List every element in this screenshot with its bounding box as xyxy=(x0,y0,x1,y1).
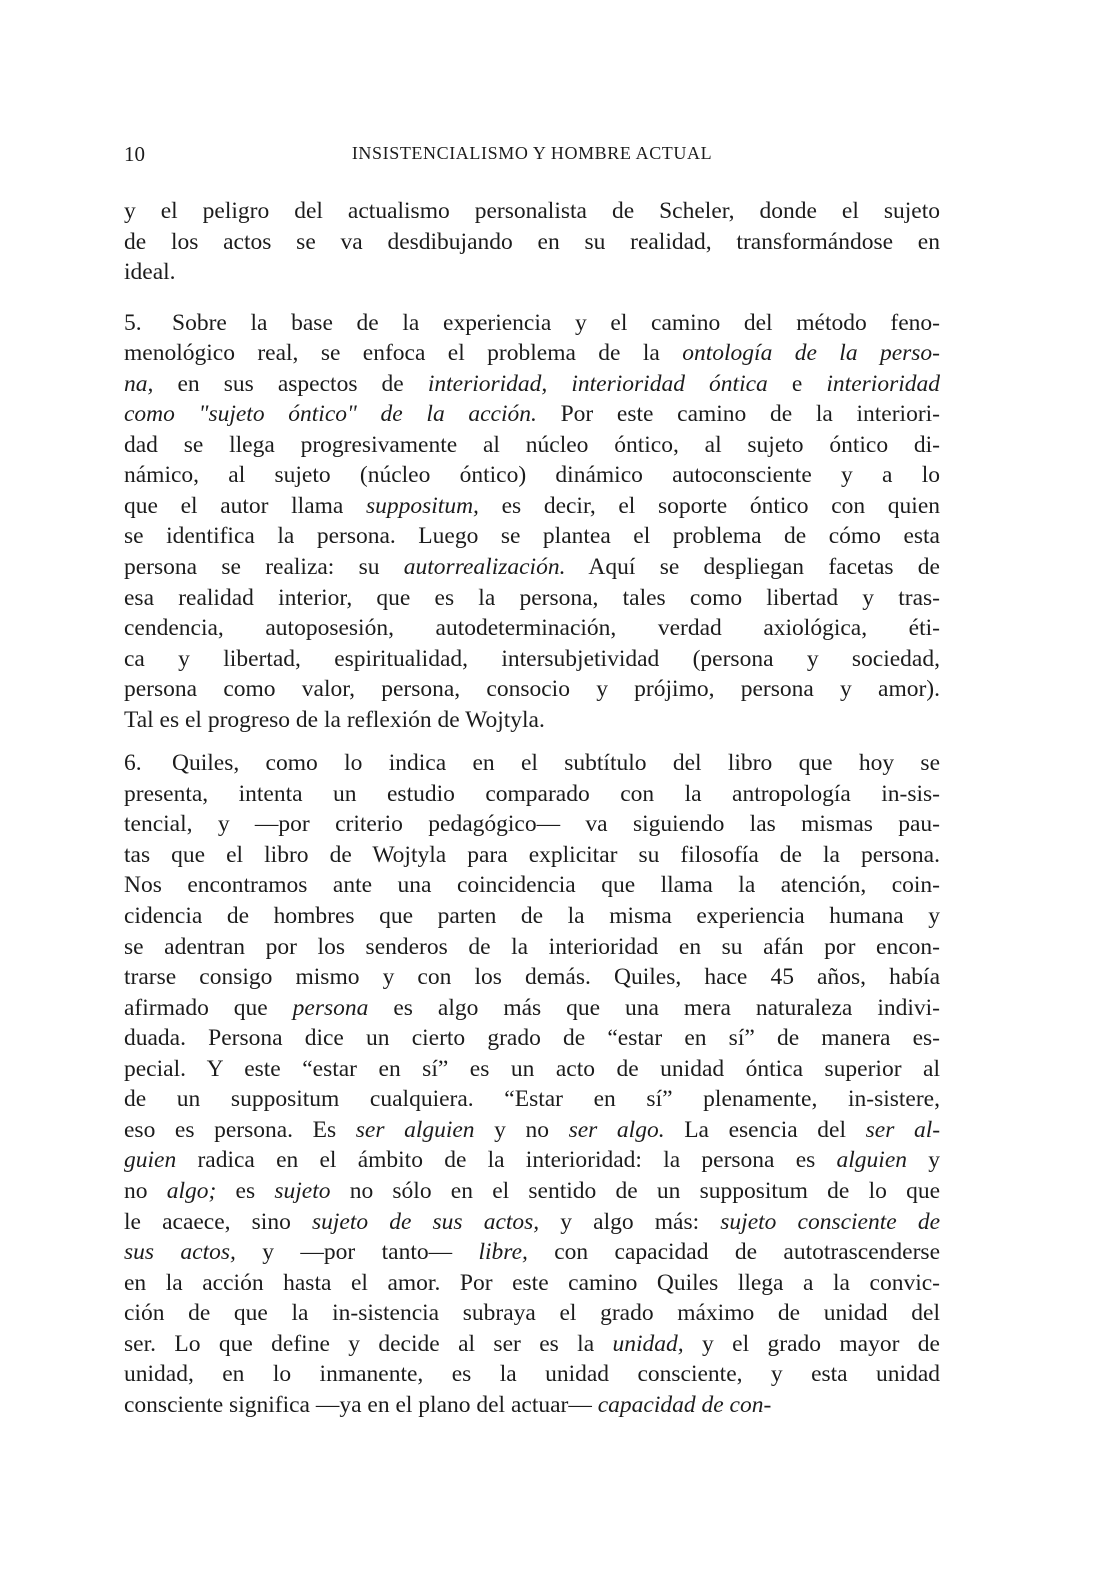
paragraph-number: 5. xyxy=(124,309,142,336)
text-line: como "sujeto óntico" de la acción. Por este camino de la interiori- xyxy=(124,401,941,428)
text-line: cendencia, autoposesión, autodeterminación, verdad axiológica, éti- xyxy=(124,615,940,642)
text-line: presenta, intenta un estudio comparado con la antropología in-sis- xyxy=(124,780,940,807)
text-line: cidencia de hombres que parten de la misma experiencia humana y xyxy=(124,903,940,930)
text-line: 6. Quiles, como lo indica en el subtítulo del libro que hoy se xyxy=(124,748,940,779)
text-line: unidad, en lo inmanente, es la unidad consciente, y esta unidad xyxy=(124,1361,940,1388)
text-line: 5. Sobre la base de la experiencia y el camino del método feno- xyxy=(124,308,940,339)
text-line: que el autor llama suppositum, es decir, el soporte óntico con quien xyxy=(124,492,940,519)
text-line: le acaece, sino sujeto de sus actos, y algo más: sujeto consciente de xyxy=(124,1208,940,1235)
paragraph-5 xyxy=(124,308,940,736)
text-line: tencial, y —por criterio pedagógico— va siguiendo las mismas pau- xyxy=(124,811,940,838)
text-line: se adentran por los senderos de la interioridad en su afán por encon- xyxy=(124,933,940,960)
text-line: guien radica en el ámbito de la interioridad: la persona es alguien y xyxy=(124,1147,940,1174)
running-title: INSISTENCIALISMO Y HOMBRE ACTUAL xyxy=(351,143,713,163)
body-text xyxy=(124,196,940,1420)
text-line: persona como valor, persona, consocio y prójimo, persona y amor). xyxy=(124,676,940,703)
text-line: ser. Lo que define y decide al ser es la unidad, y el grado mayor de xyxy=(124,1330,940,1357)
text-line: menológico real, se enfoca el problema de la ontología de la perso- xyxy=(124,340,941,367)
text-line: se identifica la persona. Luego se plantea el problema de cómo esta xyxy=(124,523,940,550)
text-line: afirmado que persona es algo más que una mera naturaleza indivi- xyxy=(124,994,940,1021)
text-line: námico, al sujeto (núcleo óntico) dinámico autoconsciente y a lo xyxy=(124,462,940,489)
page-number: 10 xyxy=(124,142,145,166)
paragraph-6 xyxy=(124,748,940,1420)
text-line: ca y libertad, espiritualidad, intersubjetividad (persona y sociedad, xyxy=(124,645,940,672)
paragraph-continuation xyxy=(124,196,940,288)
text-line: sus actos, y —por tanto— libre, con capacidad de autotrascenderse xyxy=(124,1239,940,1266)
running-header xyxy=(124,142,940,170)
text-line: pecial. Y este “estar en sí” es un acto de unidad óntica superior al xyxy=(124,1055,940,1082)
text-line: trarse consigo mismo y con los demás. Quiles, hace 45 años, había xyxy=(124,964,940,991)
text-line: duada. Persona dice un cierto grado de “estar en sí” de manera es- xyxy=(124,1025,940,1052)
paragraph-number: 6. xyxy=(124,750,142,777)
text-line: de un suppositum cualquiera. “Estar en sí” plenamente, in-sistere, xyxy=(124,1086,940,1113)
text-line: eso es persona. Es ser alguien y no ser algo. La esencia del ser al- xyxy=(124,1116,941,1143)
text-line: ción de que la in-sistencia subraya el grado máximo de unidad del xyxy=(124,1300,940,1327)
text-line: Nos encontramos ante una coincidencia que llama la atención, coin- xyxy=(124,872,940,899)
text-line: persona se realiza: su autorrealización. Aquí se despliegan facetas de xyxy=(124,554,940,581)
text-line: en la acción hasta el amor. Por este camino Quiles llega a la convic- xyxy=(124,1269,940,1296)
text-line: tas que el libro de Wojtyla para explicitar su filosofía de la persona. xyxy=(124,841,940,868)
text-line: de los actos se va desdibujando en su realidad, transformándose en xyxy=(124,228,940,255)
text-line: na, en sus aspectos de interioridad, interioridad óntica e interioridad xyxy=(124,370,940,397)
text-line: ideal. xyxy=(124,259,176,286)
text-line: esa realidad interior, que es la persona, tales como libertad y tras- xyxy=(124,584,940,611)
text-line: y el peligro del actualismo personalista de Scheler, donde el sujeto xyxy=(124,198,940,224)
text-line: consciente significa —ya en el plano del actuar— capacidad de con- xyxy=(124,1391,772,1418)
text-line: Tal es el progreso de la reflexión de Wojtyla. xyxy=(124,706,545,733)
text-line: no algo; es sujeto no sólo en el sentido de un suppositum de lo que xyxy=(124,1177,940,1204)
text-line: dad se llega progresivamente al núcleo óntico, al sujeto óntico di- xyxy=(124,431,940,458)
